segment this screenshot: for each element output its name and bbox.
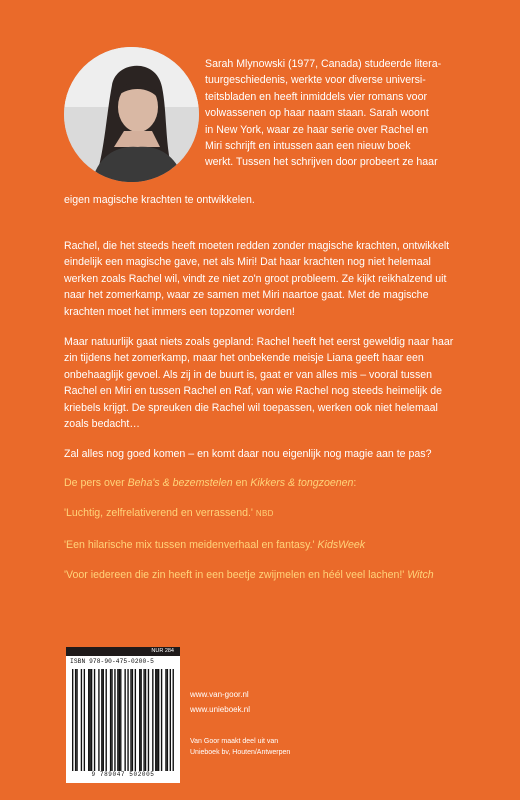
publisher-links xyxy=(190,688,250,717)
barcode-bar xyxy=(72,669,73,771)
author-photo xyxy=(64,47,199,182)
barcode-bar xyxy=(106,669,107,771)
press-quote xyxy=(64,567,462,583)
barcode-bar xyxy=(165,669,166,771)
barcode-bar xyxy=(158,669,159,771)
barcode-bar xyxy=(81,669,82,771)
barcode-bar xyxy=(124,669,125,771)
barcode-bar xyxy=(103,669,104,771)
book-title-2: Kikkers & tongzoenen xyxy=(250,476,354,489)
barcode-bar xyxy=(132,669,133,771)
quote-source: NBD xyxy=(255,509,274,519)
press-quote xyxy=(64,505,462,522)
bio-line: volwassenen op haar naam staan. Sarah woont xyxy=(205,107,429,120)
barcode-bar xyxy=(76,669,77,771)
blurb-paragraph: Maar natuurlijk gaat niets zoals gepland: Rachel heeft het eerst geweldig naar haar zin tijdens het zomerkamp, maar het onbekende meisje Liana geeft haar een onbehaaglijk gevoel. Als zij in de buurt is, gaat er van alles mis – vooral tussen Rachel en Miri en tussen Rachel en Raf, van wie Rachel nog steeds heimelijk de kriebels krijgt. De spreuken die Rachel wil toepassen, werken ook niet helemaal zoals bedacht… xyxy=(64,336,454,431)
barcode-bar xyxy=(157,669,158,771)
barcode-bar xyxy=(119,669,120,771)
barcode-bar xyxy=(170,669,171,771)
barcode-bar xyxy=(130,669,131,771)
barcode-bar xyxy=(111,669,112,771)
imprint-line: Van Goor maakt deel uit van xyxy=(190,738,279,745)
barcode-digits: 9 789047 502005 xyxy=(91,771,155,778)
bio-line: teitsbladen en heeft inmiddels vier romans voor xyxy=(205,90,427,103)
bio-line: eigen magische krachten te ontwikkelen. xyxy=(64,194,255,206)
barcode-graphic xyxy=(72,669,174,771)
barcode-bar xyxy=(135,669,136,771)
quote-text: 'Een hilarische mix tussen meidenverhaal en fantasy.' xyxy=(64,538,318,551)
isbn-number: ISBN 978-90-475-0200-5 xyxy=(70,658,154,665)
barcode-bar xyxy=(101,669,102,771)
bio-line: tuurgeschiedenis, werkte voor diverse universi- xyxy=(205,74,426,87)
publisher-link-unieboek[interactable]: www.unieboek.nl xyxy=(190,704,251,714)
barcode-bar xyxy=(152,669,153,771)
bio-line: Miri schrijft en intussen aan een nieuw boek xyxy=(205,140,411,153)
quote-source: Witch xyxy=(407,569,434,582)
publisher-link-vangoor[interactable]: www.van-goor.nl xyxy=(190,690,249,699)
barcode-bar xyxy=(167,669,168,771)
barcode-bar xyxy=(148,669,149,771)
nur-code: NUR 284 xyxy=(66,647,180,656)
imprint-line: Unieboek bv, Houten/Antwerpen xyxy=(190,749,291,756)
barcode-bar xyxy=(173,669,174,771)
author-portrait-image xyxy=(64,47,199,182)
barcode-bar xyxy=(143,669,144,771)
barcode-bar xyxy=(155,669,156,771)
bio-line: werkt. Tussen het schrijven door probeert ze haar xyxy=(205,156,438,169)
quote-text: 'Voor iedereen die zin heeft in een beetje zwijmelen en héél veel lachen!' xyxy=(64,569,408,582)
press-heading: De pers over Beha's & bezemstelen en Kikkers & tongzoenen: xyxy=(64,476,357,489)
barcode-bar xyxy=(84,669,85,771)
barcode-bar xyxy=(145,669,146,771)
barcode-bar xyxy=(98,669,99,771)
barcode-bar xyxy=(127,669,128,771)
blurb xyxy=(64,238,462,598)
blurb-paragraph: Rachel, die het steeds heeft moeten redden zonder magische krachten, ontwikkelt eindelijk een magische gave, net als Miri! Dat haar krachten nog niet helemaal werken zoals Rachel wil, vindt ze niet zo'n groot probleem. Ze kijkt reikhalzend uit naar het zomerkamp, waar ze samen met Miri naartoe gaat. Met de magische krachten moet het immers een topzomer worden! xyxy=(64,240,450,318)
barcode-bar xyxy=(91,669,92,771)
barcode-bar xyxy=(140,669,141,771)
barcode-bar xyxy=(110,669,111,771)
press-quote xyxy=(64,537,462,553)
author-bio-last-line xyxy=(64,192,462,208)
blurb-question: Zal alles nog goed komen – en komt daar nou eigenlijk nog magie aan te pas? xyxy=(64,448,432,461)
quote-text: 'Luchtig, zelfrelativerend en verrassend.' xyxy=(64,507,256,520)
barcode-bar xyxy=(88,669,89,771)
author-bio xyxy=(205,56,463,171)
barcode-bar xyxy=(114,669,115,771)
isbn-barcode xyxy=(66,647,180,783)
quote-source: KidsWeek xyxy=(317,538,366,551)
publisher-imprint xyxy=(190,736,360,758)
barcode-bar xyxy=(120,669,121,771)
barcode-bar xyxy=(94,669,95,771)
barcode-bar xyxy=(117,669,118,771)
bio-line: Sarah Mlynowski (1977, Canada) studeerde litera- xyxy=(205,58,442,70)
book-title-1: Beha's & bezemstelen xyxy=(127,476,233,489)
barcode-bar xyxy=(75,669,76,771)
bio-line: in New York, waar ze haar serie over Rachel en xyxy=(205,123,429,136)
barcode-bars xyxy=(72,669,174,771)
barcode-bar xyxy=(89,669,90,771)
barcode-bar xyxy=(139,669,140,771)
barcode-bar xyxy=(161,669,162,771)
